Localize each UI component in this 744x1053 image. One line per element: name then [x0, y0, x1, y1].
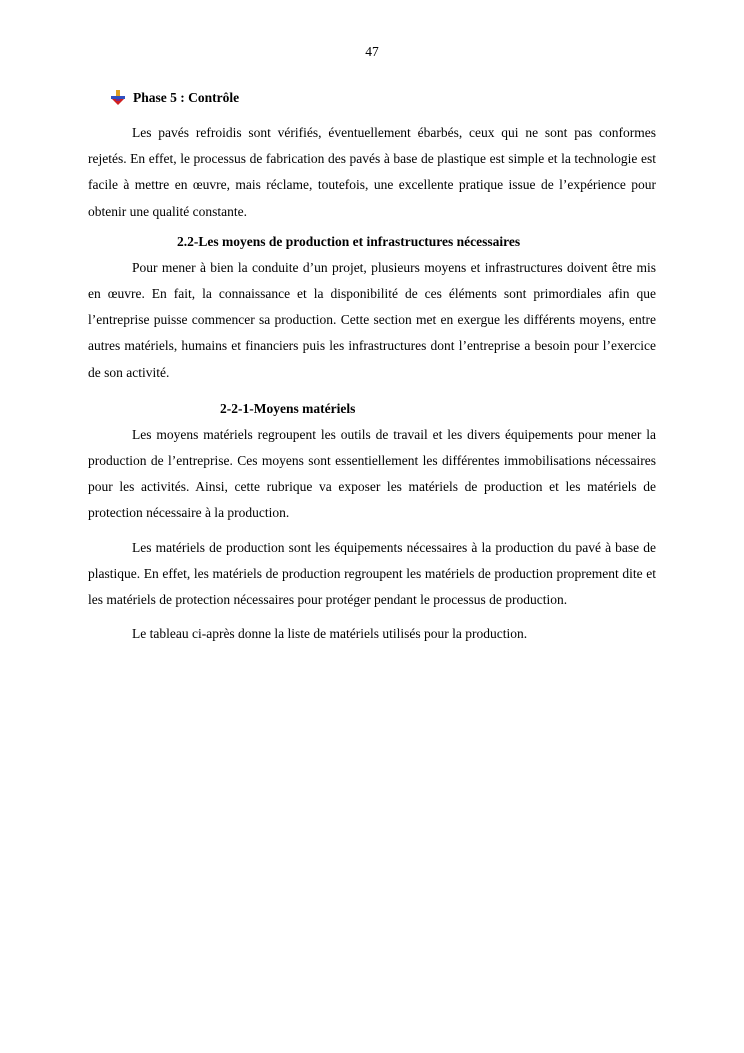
arrow-down-bullet-icon	[111, 90, 125, 106]
section-paragraph: Pour mener à bien la conduite d’un projet, plusieurs moyens et infrastructures doivent être mis en œuvre. En fait, la connaissance et la disponibilité de ces éléments sont primordiales afin que l’entreprise puisse commencer sa production. Cette section met en exergue les différents moyens, entre autres matériels, humains et financiers puis les infrastructures dont l’entreprise a besoin pour l’exercice de son activité.	[88, 259, 656, 380]
subsection-paragraph-2: Les matériels de production sont les équipements nécessaires à la production du pavé à base de plastique. En effet, les matériels de production regroupent les matériels de production proprement dite et les matériels de protection nécessaires pour protéger pendant le processus de production.	[88, 539, 656, 608]
page-number: 47	[365, 44, 379, 59]
phase-paragraph: Les pavés refroidis sont vérifiés, éventuellement ébarbés, ceux qui ne sont pas conformes rejetés. En effet, le processus de fabrication des pavés à base de plastique est simple et la technologie est facile à mettre en œuvre, mais réclame, toutefois, une excellente pratique issue de l’expérience pour obtenir une qualité constante.	[88, 125, 656, 219]
subsection-title: 2-2-1-Moyens matériels	[220, 400, 356, 416]
subsection-paragraph-1: Les moyens matériels regroupent les outils de travail et les divers équipements pour mener la production de l’entreprise. Ces moyens sont essentiellement les différentes immobilisations nécessaires pour les activités. Ainsi, cette rubrique va exposer les matériels de production et les matériels de protection nécessaire à la production.	[88, 426, 656, 521]
subsection-paragraph-3: Le tableau ci-après donne la liste de matériels utilisés pour la production.	[132, 626, 528, 642]
phase-heading	[111, 88, 656, 108]
phase-title: Phase 5 : Contrôle	[133, 90, 240, 105]
document-body	[88, 88, 656, 647]
section-title: 2.2-Les moyens de production et infrastructures nécessaires	[177, 233, 521, 249]
